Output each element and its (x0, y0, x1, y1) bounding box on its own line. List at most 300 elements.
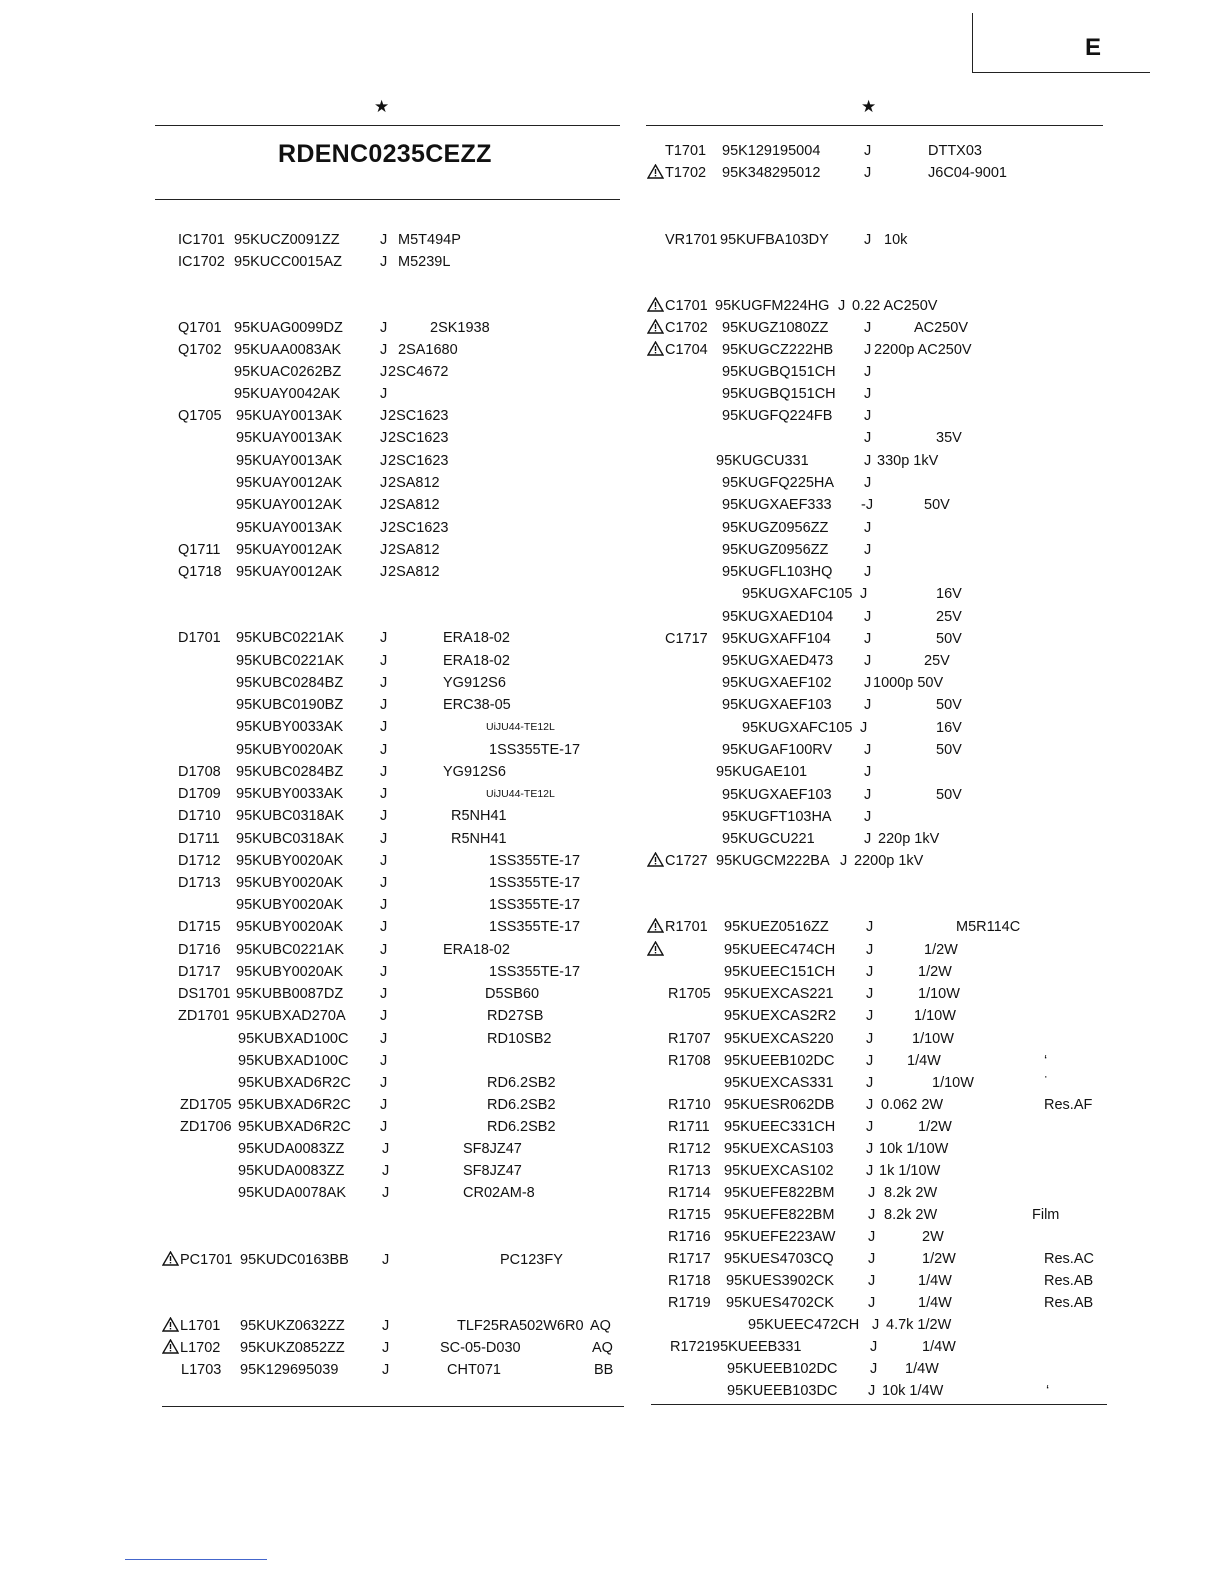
ref-designator (668, 1095, 711, 1115)
price-code: J (864, 742, 872, 758)
right-parts-row (0, 962, 1224, 982)
ref-designator (668, 1029, 711, 1049)
right-parts-row (0, 141, 1224, 161)
description: RD10SB2 (487, 1031, 552, 1047)
price-code: J (380, 764, 388, 780)
price-code: J (380, 986, 388, 1002)
price-code: J (380, 430, 388, 446)
note: BB (594, 1362, 614, 1378)
description: 0.062 2W (881, 1097, 944, 1113)
part-number: 95KUGCM222BA (716, 853, 830, 869)
ref-text: R1715 (668, 1207, 711, 1223)
part-number: 95KUBY0020AK (236, 853, 344, 869)
note: Res.AC (1044, 1251, 1094, 1267)
left-parts-row (0, 252, 1224, 272)
ref-text: D1701 (178, 630, 221, 646)
part-number: 95KUDA0083ZZ (238, 1141, 345, 1157)
part-number: 95K129195004 (722, 143, 821, 159)
right-parts-row (0, 1315, 1224, 1335)
price-code: J (380, 831, 388, 847)
ref-designator (647, 917, 708, 937)
price-code: J (866, 1119, 874, 1135)
part-number: 95KUGZ1080ZZ (722, 320, 829, 336)
description: 2SC4672 (388, 364, 449, 380)
description: PC123FY (500, 1252, 563, 1268)
description: RD6.2SB2 (487, 1097, 556, 1113)
part-number: 95KUGCU221 (722, 831, 815, 847)
description: SC-05-D030 (440, 1340, 521, 1356)
part-number: 95KUAA0083AK (234, 342, 342, 358)
description: M5T494P (398, 232, 461, 248)
part-number: 95KUKZ0632ZZ (240, 1318, 345, 1334)
part-number: 95KUGFQ225HA (722, 475, 835, 491)
price-code: J (382, 1340, 390, 1356)
right-parts-row (0, 807, 1224, 827)
part-number: 95KUBY0020AK (236, 919, 344, 935)
part-number: 95KUEXCAS102 (724, 1163, 834, 1179)
part-number: 95KUBY0020AK (236, 964, 344, 980)
price-code: J (380, 320, 388, 336)
ref-designator (668, 984, 711, 1004)
description: 25V (936, 609, 962, 625)
part-number: 95KUGBQ151CH (722, 364, 836, 380)
price-code: J (382, 1141, 390, 1157)
description: 1/4W (918, 1295, 952, 1311)
price-code: J (864, 430, 872, 446)
header-frame-left (972, 13, 973, 73)
description: 2SC1623 (388, 408, 449, 424)
right-parts-row (0, 629, 1224, 649)
part-number: 95KUDC0163BB (240, 1252, 349, 1268)
part-number: 95KUGXAFC105 (742, 586, 853, 602)
right-parts-row (0, 1029, 1224, 1049)
note: AQ (592, 1340, 613, 1356)
part-number: 95KUGXAED473 (722, 653, 834, 669)
part-number: 95KUEXCAS331 (724, 1075, 834, 1091)
part-number: 95KUBC0284BZ (236, 675, 344, 691)
ref-designator (178, 873, 221, 893)
price-code: J (868, 1207, 876, 1223)
safety-warning-icon (647, 941, 664, 956)
right-parts-row (0, 718, 1224, 738)
price-code: J (864, 386, 872, 402)
part-number: 95KUEXCAS221 (724, 986, 834, 1002)
ref-text: C1702 (665, 320, 708, 336)
right-parts-row (0, 695, 1224, 715)
part-number: 95KUEFE822BM (724, 1207, 835, 1223)
right-star-icon: ★ (861, 97, 877, 116)
price-code: J (380, 875, 388, 891)
left-top-rule (155, 125, 620, 126)
ref-text: R1719 (668, 1295, 711, 1311)
description: 2SA1680 (398, 342, 458, 358)
ref-text: R1718 (668, 1273, 711, 1289)
part-number: 95KUBXAD270A (236, 1008, 346, 1024)
ref-designator (647, 340, 708, 360)
right-parts-row (0, 384, 1224, 404)
safety-warning-icon (647, 341, 664, 356)
right-parts-row (0, 940, 1224, 960)
right-parts-row (0, 428, 1224, 448)
part-number: 95KUAC0262BZ (234, 364, 342, 380)
safety-warning-icon (647, 297, 664, 312)
part-number: 95KUAY0013AK (236, 408, 343, 424)
part-number: 95KUEEC474CH (724, 942, 836, 958)
right-parts-row (0, 762, 1224, 782)
price-code: J (380, 742, 388, 758)
right-parts-row (0, 340, 1224, 360)
description: 50V (936, 697, 962, 713)
description: M5R114C (956, 919, 1021, 935)
right-parts-row (0, 1117, 1224, 1137)
ref-text: R1712 (668, 1141, 711, 1157)
description: 50V (924, 497, 950, 513)
price-code: J (868, 1251, 876, 1267)
part-number: 95KUGXAEF103 (722, 697, 832, 713)
price-code: J (380, 897, 388, 913)
safety-warning-icon (647, 164, 664, 179)
part-number: 95KUEEB102DC (724, 1053, 835, 1069)
description: 1/2W (918, 964, 952, 980)
right-parts-row (0, 785, 1224, 805)
ref-text: Q1705 (178, 408, 222, 424)
right-parts-row (0, 163, 1224, 183)
description: J6C04-9001 (928, 165, 1007, 181)
part-number: 95KUAY0012AK (236, 475, 343, 491)
ref-designator (647, 296, 708, 316)
price-code: J (382, 1185, 390, 1201)
description: CR02AM-8 (463, 1185, 535, 1201)
description: 1/10W (918, 986, 960, 1002)
note: ‘ (1044, 1053, 1048, 1069)
description: R5NH41 (451, 808, 507, 824)
ref-text: L1702 (180, 1340, 221, 1356)
left-model-rule (155, 199, 620, 200)
part-number: 95KUBC0190BZ (236, 697, 344, 713)
ref-text: C1701 (665, 298, 708, 314)
description: 2SK1938 (430, 320, 490, 336)
price-code: J (866, 1031, 874, 1047)
ref-text: R1711 (668, 1119, 710, 1135)
right-parts-row (0, 1139, 1224, 1159)
price-code: J (380, 342, 388, 358)
right-parts-row (0, 1095, 1224, 1115)
part-number: 95KUBXAD6R2C (238, 1119, 351, 1135)
description: 50V (936, 787, 962, 803)
description: SF8JZ47 (463, 1163, 522, 1179)
price-code: J (840, 853, 848, 869)
part-number: 95KUGBQ151CH (722, 386, 836, 402)
price-code: J (864, 809, 872, 825)
ref-designator (665, 629, 708, 649)
price-code: J (380, 1075, 388, 1091)
note: AQ (590, 1318, 611, 1334)
right-parts-row (0, 607, 1224, 627)
part-number: 95KUEFE223AW (724, 1229, 836, 1245)
ref-designator (647, 318, 708, 338)
price-code: J (380, 1097, 388, 1113)
right-parts-row (0, 451, 1224, 471)
description: 1k 1/10W (879, 1163, 941, 1179)
description: 1/4W (907, 1053, 941, 1069)
price-code: J (866, 964, 874, 980)
right-parts-row (0, 1359, 1224, 1379)
part-number: 95KUGCU331 (716, 453, 809, 469)
description: ERA18-02 (443, 942, 510, 958)
ref-text: D1711 (178, 831, 220, 847)
description: SF8JZ47 (463, 1141, 522, 1157)
ref-text: R1714 (668, 1185, 711, 1201)
ref-designator (665, 141, 706, 161)
ref-text: D1712 (178, 853, 221, 869)
price-code: J (380, 942, 388, 958)
price-code: J (864, 542, 872, 558)
price-code: J (380, 453, 388, 469)
ref-text: Q1702 (178, 342, 222, 358)
description: YG912S6 (443, 764, 506, 780)
ref-text: R1708 (668, 1053, 711, 1069)
part-number: 95KUEEC331CH (724, 1119, 836, 1135)
part-number: 95KUEEB103DC (727, 1383, 838, 1399)
description: YG912S6 (443, 675, 506, 691)
part-number: 95KUAY0042AK (234, 386, 341, 402)
note: Res.AF (1044, 1097, 1093, 1113)
price-code: J (864, 453, 872, 469)
right-parts-row (0, 1161, 1224, 1181)
price-code: J (864, 232, 872, 248)
right-parts-row (0, 917, 1224, 937)
price-code: J (866, 1053, 874, 1069)
right-bottom-rule (651, 1404, 1107, 1405)
description: UiJU44-TE12L (486, 721, 555, 733)
price-code: J (838, 298, 846, 314)
right-parts-row (0, 1073, 1224, 1093)
description: 1/10W (914, 1008, 956, 1024)
description: 10k 1/10W (879, 1141, 949, 1157)
description: ERA18-02 (443, 630, 510, 646)
part-number: 95K129695039 (240, 1362, 339, 1378)
price-code: J (382, 1318, 390, 1334)
price-code: J (864, 653, 872, 669)
price-code: J (864, 342, 872, 358)
price-code: J (868, 1295, 876, 1311)
price-code: J (380, 675, 388, 691)
part-number: 95KUAG0099DZ (234, 320, 343, 336)
price-code: J (866, 986, 874, 1002)
part-number: 95KUBB0087DZ (236, 986, 344, 1002)
ref-designator (670, 1337, 713, 1357)
price-code: J (868, 1185, 876, 1201)
ref-text: L1701 (180, 1318, 221, 1334)
price-code: J (380, 564, 388, 580)
ref-text: R1716 (668, 1229, 711, 1245)
safety-warning-icon (647, 319, 664, 334)
part-number: 95KUGZ0956ZZ (722, 542, 829, 558)
price-code: J (864, 143, 872, 159)
price-code: J (380, 364, 388, 380)
ref-text: D1715 (178, 919, 221, 935)
price-code: -J (861, 497, 874, 513)
price-code: J (860, 586, 868, 602)
ref-text: C1727 (665, 853, 708, 869)
part-number: 95KUEXCAS103 (724, 1141, 834, 1157)
right-parts-row (0, 1381, 1224, 1401)
part-number: 95KUGFQ224FB (722, 408, 833, 424)
part-number: 95KUGXAEF333 (722, 497, 832, 513)
right-parts-row (0, 318, 1224, 338)
description: ERA18-02 (443, 653, 510, 669)
right-parts-row (0, 1183, 1224, 1203)
part-number: 95KUAY0013AK (236, 453, 343, 469)
part-number: 95KUGFL103HQ (722, 564, 833, 580)
price-code: J (864, 764, 872, 780)
ref-text: R1717 (668, 1251, 711, 1267)
price-code: J (380, 1119, 388, 1135)
price-code: J (380, 653, 388, 669)
safety-warning-icon (647, 852, 664, 867)
price-code: J (864, 165, 872, 181)
ref-text: T1701 (665, 143, 707, 159)
description: 2SC1623 (388, 430, 449, 446)
price-code: J (382, 1163, 390, 1179)
ref-text: R1705 (668, 986, 711, 1002)
part-number: 95KUCZ0091ZZ (234, 232, 340, 248)
note: Res.AB (1044, 1295, 1094, 1311)
description: 1SS355TE-17 (489, 897, 581, 913)
part-number: 95KUBC0284BZ (236, 764, 344, 780)
price-code: J (864, 475, 872, 491)
price-code: J (380, 719, 388, 735)
part-number: 95KUES4702CK (726, 1295, 835, 1311)
description: AC250V (914, 320, 969, 336)
ref-text: IC1701 (178, 232, 225, 248)
description: DTTX03 (928, 143, 982, 159)
part-number: 95KUAY0012AK (236, 564, 343, 580)
description: 1SS355TE-17 (489, 919, 581, 935)
price-code: J (864, 675, 872, 691)
ref-designator (665, 230, 717, 250)
right-parts-row (0, 1249, 1224, 1269)
footer-link-line (125, 1559, 267, 1560)
description: 2SA812 (388, 475, 440, 491)
price-code: J (380, 520, 388, 536)
part-number: 95KUEFE822BM (724, 1185, 835, 1201)
part-number: 95KUDA0083ZZ (238, 1163, 345, 1179)
right-parts-row (0, 851, 1224, 871)
price-code: J (866, 919, 874, 935)
description: 1/10W (932, 1075, 974, 1091)
ref-text: PC1701 (180, 1252, 233, 1268)
ref-designator (668, 1205, 711, 1225)
description: 1SS355TE-17 (489, 875, 581, 891)
part-number: 95KUEEC151CH (724, 964, 836, 980)
right-parts-row (0, 1051, 1224, 1071)
description: 16V (936, 586, 962, 602)
description: 2SC1623 (388, 453, 449, 469)
ref-designator (647, 851, 708, 871)
part-number: 95KUBY0020AK (236, 875, 344, 891)
description: 10k (884, 232, 908, 248)
description: 8.2k 2W (884, 1185, 938, 1201)
price-code: J (380, 630, 388, 646)
part-number: 95KUBC0221AK (236, 630, 345, 646)
price-code: J (864, 320, 872, 336)
description: 1/4W (918, 1273, 952, 1289)
description: 1/2W (918, 1119, 952, 1135)
description: 16V (936, 720, 962, 736)
description: M5239L (398, 254, 451, 270)
part-number: 95KUEXCAS2R2 (724, 1008, 837, 1024)
part-number: 95KUGCZ222HB (722, 342, 834, 358)
ref-text: C1717 (665, 631, 708, 647)
description: 1SS355TE-17 (489, 964, 581, 980)
price-code: J (872, 1317, 880, 1333)
right-parts-row (0, 584, 1224, 604)
price-code: J (866, 1163, 874, 1179)
part-number: 95KUGAF100RV (722, 742, 833, 758)
right-parts-row (0, 495, 1224, 515)
ref-designator (668, 1139, 711, 1159)
right-parts-row (0, 362, 1224, 382)
price-code: J (380, 475, 388, 491)
part-number: 95KUGXAFC105 (742, 720, 853, 736)
price-code: J (864, 831, 872, 847)
price-code: J (860, 720, 868, 736)
right-parts-row (0, 673, 1224, 693)
part-number: 95KUBY0033AK (236, 786, 344, 802)
description: D5SB60 (485, 986, 540, 1002)
price-code: J (380, 232, 388, 248)
description: 1SS355TE-17 (489, 853, 581, 869)
description: 220p 1kV (878, 831, 940, 847)
ref-text: ZD1706 (180, 1119, 232, 1135)
part-number: 95KUEEB331 (712, 1339, 802, 1355)
right-parts-row (0, 1293, 1224, 1313)
ref-text: C1704 (665, 342, 708, 358)
price-code: J (380, 808, 388, 824)
part-number: 95KUBC0318AK (236, 831, 345, 847)
ref-text: R1707 (668, 1031, 711, 1047)
ref-text: ZD1705 (180, 1097, 232, 1113)
right-parts-row (0, 540, 1224, 560)
part-number: 95KUGZ0956ZZ (722, 520, 829, 536)
description: 2SA812 (388, 497, 440, 513)
part-number: 95KUGFM224HG (715, 298, 830, 314)
price-code: J (380, 919, 388, 935)
right-parts-row (0, 1271, 1224, 1291)
part-number: 95KUGXAED104 (722, 609, 834, 625)
description: 1/2W (922, 1251, 956, 1267)
part-number: 95KUEZ0516ZZ (724, 919, 829, 935)
ref-text: ZD1701 (178, 1008, 230, 1024)
ref-designator (668, 1227, 711, 1247)
part-number: 95KUDA0078AK (238, 1185, 347, 1201)
price-code: J (380, 853, 388, 869)
part-number: 95KUGAE101 (716, 764, 808, 780)
part-number: 95KUBXAD100C (238, 1031, 349, 1047)
part-number: 95KUBXAD100C (238, 1053, 349, 1069)
price-code: J (870, 1339, 878, 1355)
ref-text: R1710 (668, 1097, 711, 1113)
price-code: J (382, 1362, 390, 1378)
ref-text: L1703 (181, 1362, 222, 1378)
part-number: 95KUGXAEF103 (722, 787, 832, 803)
price-code: J (380, 1008, 388, 1024)
model-number: RDENC0235CEZZ (278, 140, 492, 168)
ref-designator (178, 252, 225, 272)
price-code: J (866, 1097, 874, 1113)
ref-designator (668, 1249, 711, 1269)
